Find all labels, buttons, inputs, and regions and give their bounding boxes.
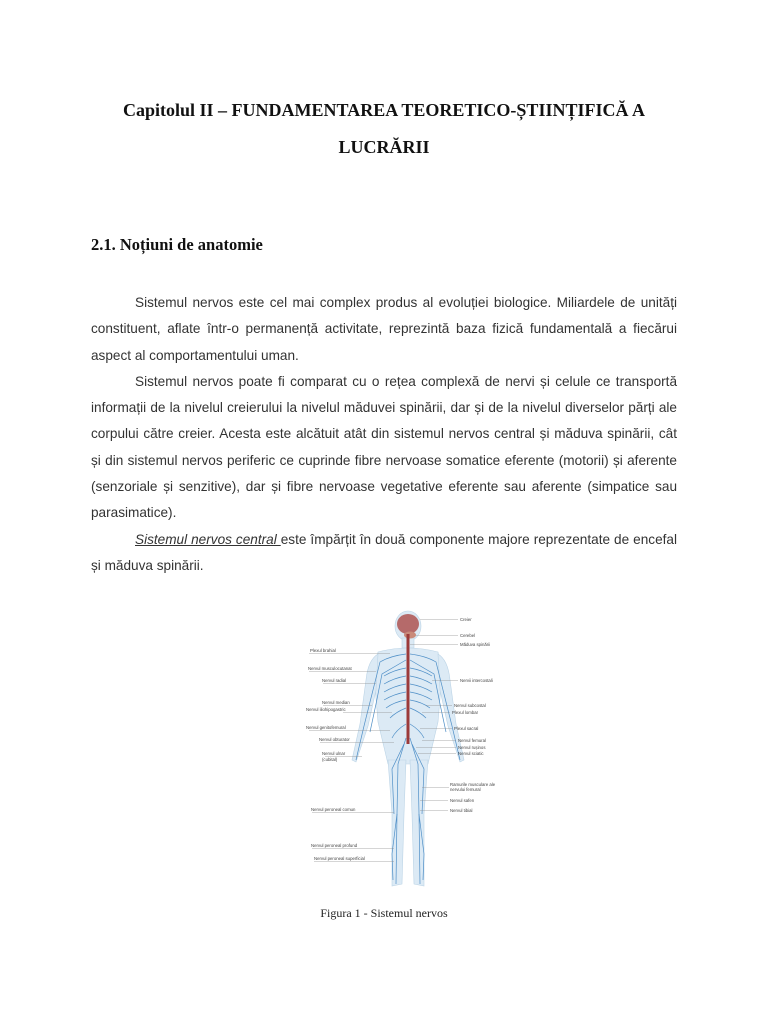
label-nervul-tibial: Nervul tibial bbox=[450, 808, 473, 813]
label-nervul-ulnar: Nervul ulnar bbox=[322, 751, 346, 756]
paragraph-3 bbox=[91, 527, 677, 580]
label-ramurile-musculare: Ramurile musculare ale bbox=[450, 782, 496, 787]
figure-caption: Figura 1 - Sistemul nervos bbox=[320, 906, 448, 920]
label-nervul-peroneal-superficial: Nervul peroneal superficial bbox=[314, 856, 365, 861]
label-cubital: (cubital) bbox=[322, 757, 338, 762]
nervous-system-illustration bbox=[300, 604, 510, 900]
right-labels bbox=[450, 617, 496, 813]
chapter-title bbox=[60, 92, 708, 166]
paragraph-2: Sistemul nervos poate fi comparat cu o rețea complexă de nervi și celule ce transportă informații de la nivelul creierului la nivelul măduvei spinării, dar și de la nivelul diverselor părți ale corpului către creier. Acesta este alcătuit atât din sistemul nervos central și măduva spinării, cât și din sistemul nervos periferic ce cuprinde fibre nervoase somatice eferente (motorii) și aferente (senzoriale și senzitive), dar și fibre nervoase vegetative eferente sau aferente (simpatice sau parasimatice). bbox=[91, 373, 677, 521]
label-nervul-subcostal: Nervul subcostal bbox=[454, 703, 486, 708]
paragraph-1: Sistemul nervos este cel mai complex produs al evoluției biologice. Miliardele de unități constituent, aflate într-o permanență activitate, reprezintă baza fizică fundamentală a fiecărui aspect al comportamentului uman. bbox=[91, 295, 677, 363]
label-cerebel: Cerebel bbox=[460, 633, 476, 638]
cns-term: Sistemul nervos central bbox=[135, 531, 281, 547]
chapter-title-line-2: LUCRĂRII bbox=[338, 137, 430, 157]
brain-shape bbox=[397, 614, 419, 634]
label-nervul-iliohipogastric: Nervul iliohipogastric bbox=[306, 707, 346, 712]
label-nervul-genitofemural: Nervul genitofemural bbox=[306, 725, 346, 730]
label-plexul-brahial: Plexul brahial bbox=[310, 648, 336, 653]
paragraph-3-text: este împărțit în două componente majore reprezentate de encefal și măduva spinării. bbox=[91, 531, 677, 573]
label-creier: Creier bbox=[460, 617, 472, 622]
cerebellum-shape bbox=[404, 632, 416, 639]
nervous-system-figure bbox=[300, 604, 510, 900]
section-heading: 2.1. Noțiuni de anatomie bbox=[91, 235, 263, 254]
spinal-cord-shape bbox=[407, 634, 410, 744]
label-maduva-spinarii: Măduva spinării bbox=[460, 642, 491, 647]
label-plexul-lombar: Plexul lombar bbox=[452, 710, 479, 715]
label-nervii-intercostali: Nervii intercostali bbox=[460, 678, 493, 683]
label-nervului-femural: nervului femural bbox=[450, 787, 481, 792]
label-nervul-musculocutanat: Nervul musculocutanat bbox=[308, 666, 352, 671]
label-nervul-femural: Nervul femural bbox=[458, 738, 486, 743]
label-nervul-obturator: Nervul obturator bbox=[319, 737, 350, 742]
label-nervul-median: Nervul median bbox=[322, 700, 350, 705]
label-plexul-sacral: Plexul sacral bbox=[454, 726, 479, 731]
label-nervul-sciatic: Nervul sciatic bbox=[458, 751, 484, 756]
label-nervul-rusinos: Nervul rușinos bbox=[458, 745, 486, 750]
chapter-title-line-1: Capitolul II – FUNDAMENTAREA TEORETICO-ȘTIINȚIFICĂ A bbox=[123, 100, 645, 120]
label-nervul-peroneal-profund: Nervul peroneal profund bbox=[311, 843, 358, 848]
label-nervul-peroneal-comun: Nervul peroneal comun bbox=[311, 807, 356, 812]
body-text bbox=[91, 290, 677, 579]
label-nervul-radial: Nervul radial bbox=[322, 678, 347, 683]
label-nervul-safen: Nervul safen bbox=[450, 798, 475, 803]
